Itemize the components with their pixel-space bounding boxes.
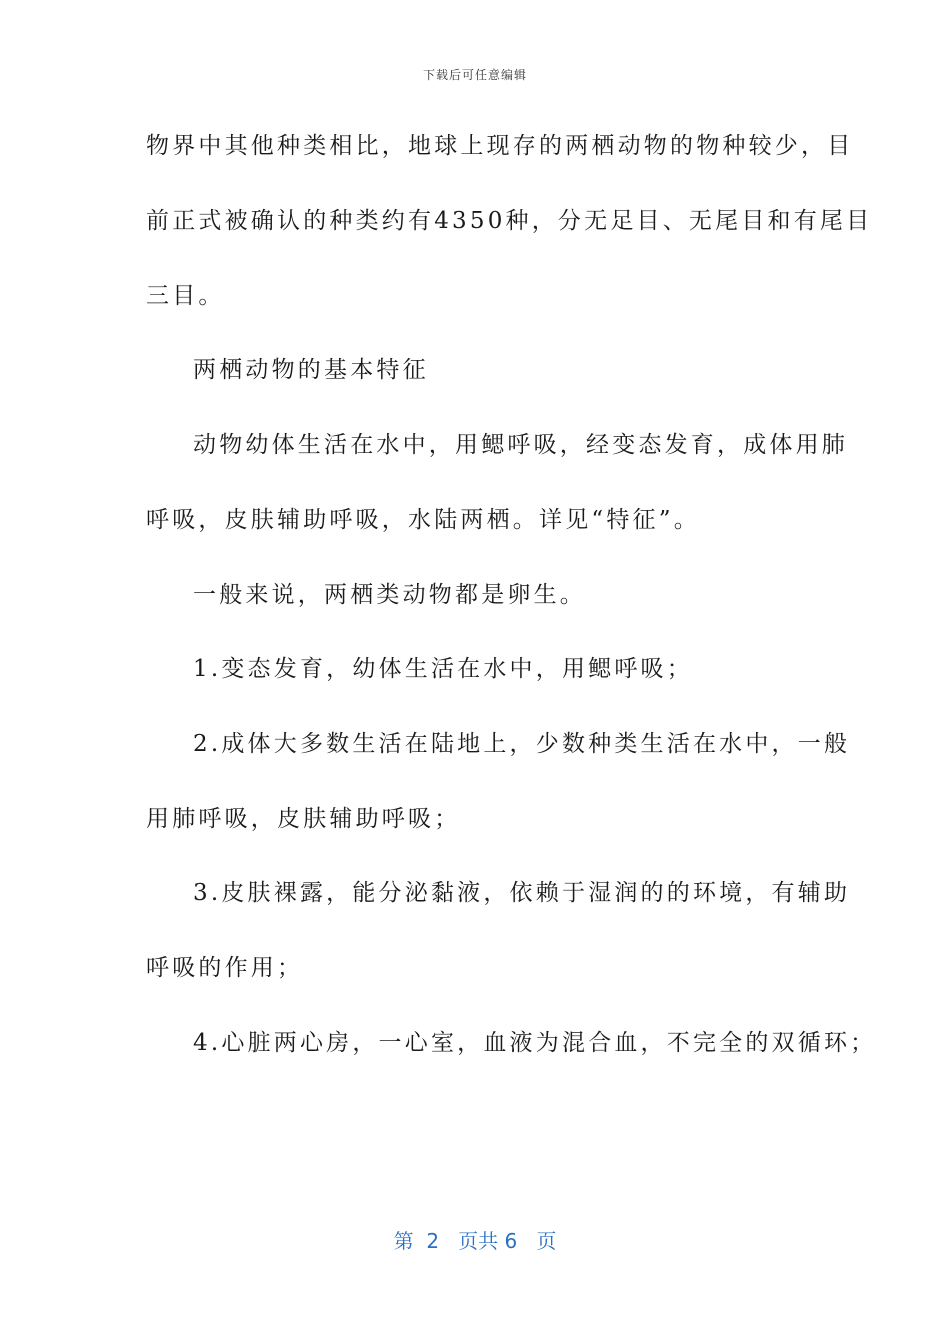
list-item-4: 4.心脏两心房，一心室，血液为混合血，不完全的双循环； bbox=[193, 1030, 877, 1056]
page-number-footer: 第 2 页共 6 页 bbox=[393, 1229, 557, 1253]
body-line-5: 动物幼体生活在水中，用鳃呼吸，经变态发育，成体用肺 bbox=[193, 432, 848, 458]
list-item-2: 2.成体大多数生活在陆地上，少数种类生活在水中，一般 bbox=[193, 731, 851, 757]
body-line-6: 呼吸，皮肤辅助呼吸，水陆两栖。详见“特征”。 bbox=[146, 507, 700, 533]
list-item-3: 3.皮肤裸露，能分泌黏液，依赖于湿润的的环境，有辅助 bbox=[193, 880, 851, 906]
body-line-7: 一般来说，两栖类动物都是卵生。 bbox=[193, 582, 586, 608]
list-item-2-cont: 用肺呼吸，皮肤辅助呼吸； bbox=[146, 806, 461, 832]
page-header: 下载后可任意编辑 bbox=[422, 68, 527, 82]
list-item-3-cont: 呼吸的作用； bbox=[146, 955, 304, 981]
body-line-3: 三目。 bbox=[146, 283, 225, 309]
list-item-1: 1.变态发育，幼体生活在水中，用鳃呼吸； bbox=[193, 656, 693, 682]
body-line-2: 前正式被确认的种类约有4350种，分无足目、无尾目和有尾目 bbox=[146, 208, 873, 234]
section-heading: 两栖动物的基本特征 bbox=[193, 357, 429, 383]
body-line-1: 物界中其他种类相比，地球上现存的两栖动物的物种较少，目 bbox=[146, 133, 854, 159]
